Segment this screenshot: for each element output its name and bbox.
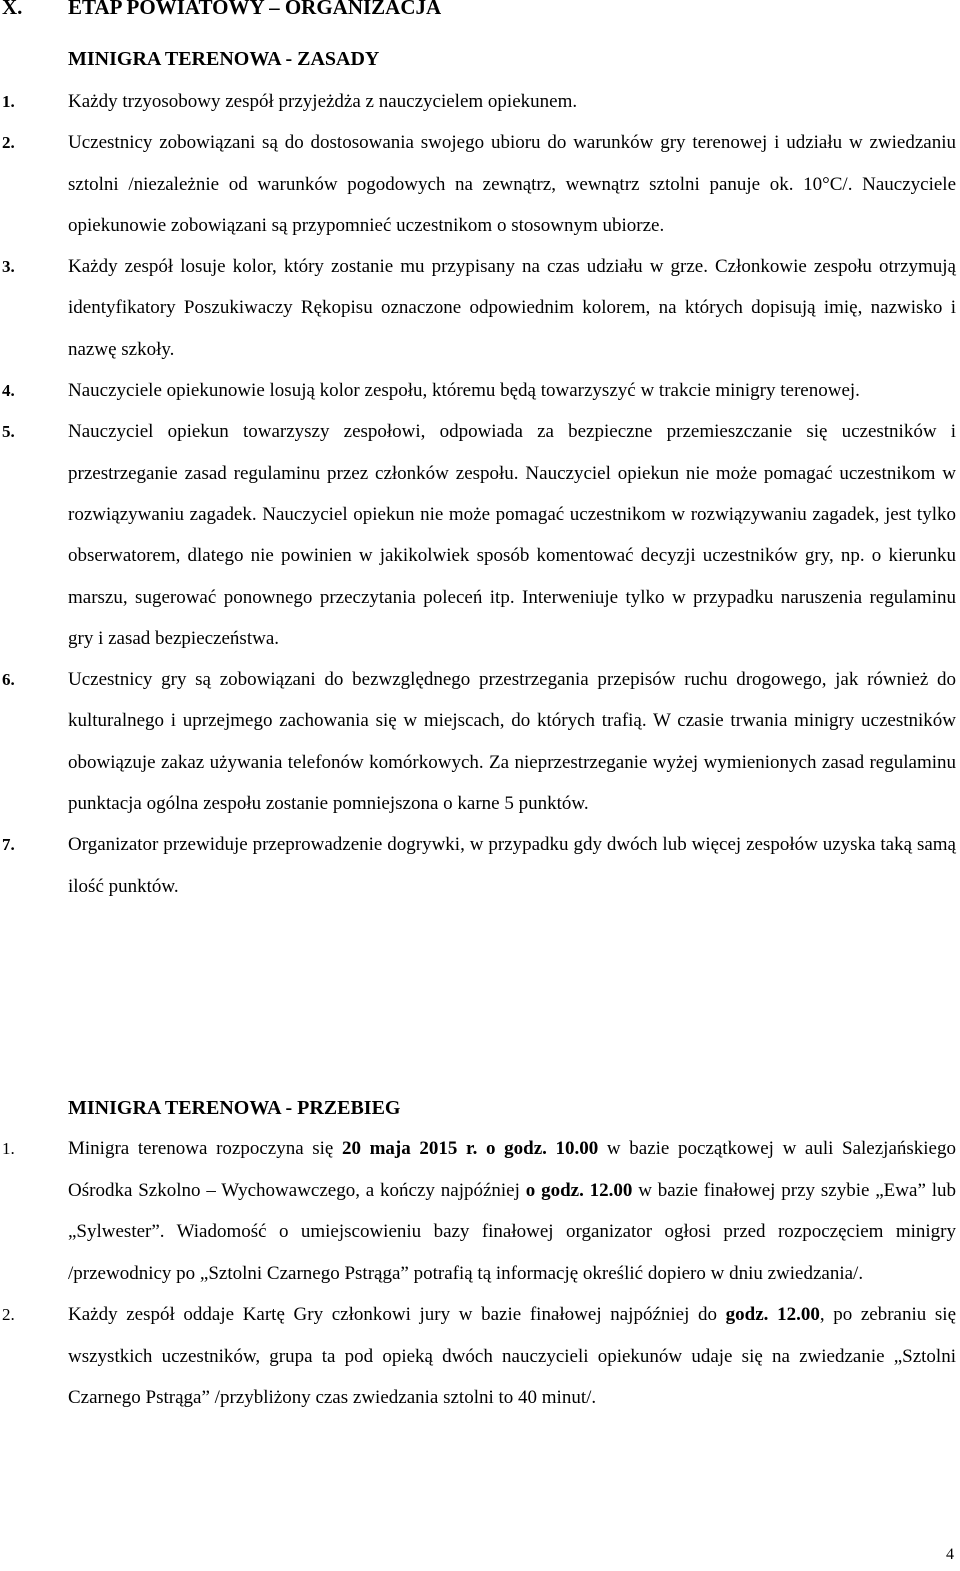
page-number: 4 [946,1546,954,1563]
item-text: Organizator przewiduje przeprowadzenie dogrywki, w przypadku gdy dwóch lub więcej zespołów uzyska taką samą ilość punktów. [68,834,956,897]
item-number: 2. [2,133,15,153]
text-run: Minigra terenowa rozpoczyna się [68,1138,342,1159]
list-item [2,1294,957,1419]
list-item [2,1128,956,1294]
rules-list [2,81,956,907]
list-item [2,411,956,659]
item-text [68,1304,956,1408]
item-number: 6. [2,670,15,690]
text-run: w bazie początkowej w auli Salezjańskiego Ośrodka Szkolno – Wychowawczego, a kończy najpóźniej [68,1138,956,1201]
item-number: 3. [2,257,15,277]
chapter-title: ETAP POWIATOWY – ORGANIZACJA [68,0,442,19]
text-run-bold: 20 maja 2015 r. o godz. 10.00 [341,1138,599,1159]
item-text: Nauczyciele opiekunowie losują kolor zespołu, któremu będą towarzyszyć w trakcie minigry terenowej. [68,380,860,402]
text-run: , po zebraniu się wszystkich uczestników, grupa ta pod opieką dwóch nauczycieli opiekunów udaje się na zwiedzanie „Sztolni Czarnego Pstrąga” /przybliżony czas zwiedzania sztolni to 40 minut/. [68,1304,957,1408]
item-text: Każdy zespół losuje kolor, który zostanie mu przypisany na czas udziału w grze. Członkowie zespołu otrzymują identyfikatory Poszukiwaczy Rękopisu oznaczone odpowiednim kolorem, na których dopisują imię, nazwisko i nazwę szkoły. [68,256,956,360]
text-run: w bazie finałowej przy szybie „Ewa” lub „Sylwester”. Wiadomość o umiejscowieniu bazy finałowej organizator ogłosi przed rozpoczęciem minigry /przewodnicy po „Sztolni Czarnego Pstrąga” potrafią tą informację określić dopiero w dniu zwiedzania/. [68,1179,956,1284]
text-run-bold: o godz. 12.00 [525,1179,633,1201]
item-number: 1. [2,1139,15,1158]
item-number: 7. [2,835,15,855]
item-text [68,1138,956,1284]
item-text: Każdy trzyosobowy zespół przyjeżdża z nauczycielem opiekunem. [68,91,578,112]
item-number: 1. [2,92,15,111]
list-item [2,246,956,370]
list-item [2,122,956,246]
item-text: Uczestnicy gry są zobowiązani do bezwzględnego przestrzegania przepisów ruchu drogowego, jak również do kulturalnego i uprzejmego zachowania się w miejscach, do których trafią. W czasie trwania minigry uczestników obowiązuje zakaz używania telefonów komórkowych. Za nieprzestrzeganie wyżej wymienionych zasad regulaminu punktacja ogólna zespołu zostanie pomniejszona o karne 5 punktów. [68,669,956,815]
list-item [2,370,956,411]
section-title-course: MINIGRA TERENOWA - PRZEBIEG [68,1097,401,1119]
list-item [2,659,956,824]
chapter-number: X. [2,0,23,19]
item-text: Nauczyciel opiekun towarzyszy zespołowi, odpowiada za bezpieczne przemieszczanie się uczestników i przestrzeganie zasad regulaminu przez członków zespołu. Nauczyciel opiekun nie może pomagać uczestnikom w rozwiązywaniu zagadek. Nauczyciel opiekun nie może pomagać uczestnikom w rozwiązywaniu zagadek, jest tylko obserwatorem, dlatego nie powinien w jakikolwiek sposób komentować decyzji uczestników gry, np. o kierunku marszu, sugerować ponownego przeczytania poleceń itp. Interweniuje tylko w przypadku naruszenia regulaminu gry i zasad bezpieczeństwa. [68,421,956,649]
item-number: 4. [2,381,15,401]
text-run-bold: godz. 12.00 [725,1304,820,1325]
course-list [2,1128,957,1419]
list-item [2,824,956,907]
list-item [2,81,956,122]
text-run: Każdy zespół oddaje Kartę Gry członkowi jury w bazie finałowej najpóźniej do [68,1304,726,1325]
item-number: 5. [2,422,15,442]
item-text: Uczestnicy zobowiązani są do dostosowania swojego ubioru do warunków gry terenowej i udziału w zwiedzaniu sztolni /niezależnie od warunków pogodowych na zewnątrz, wewnątrz sztolni panuje ok. 10°C/. Nauczyciele opiekunowie zobowiązani są przypomnieć uczestnikom o stosownym ubiorze. [68,132,956,236]
chapter-heading [2,0,441,20]
section-title-rules: MINIGRA TERENOWA - ZASADY [68,48,380,70]
item-number: 2. [2,1305,15,1324]
